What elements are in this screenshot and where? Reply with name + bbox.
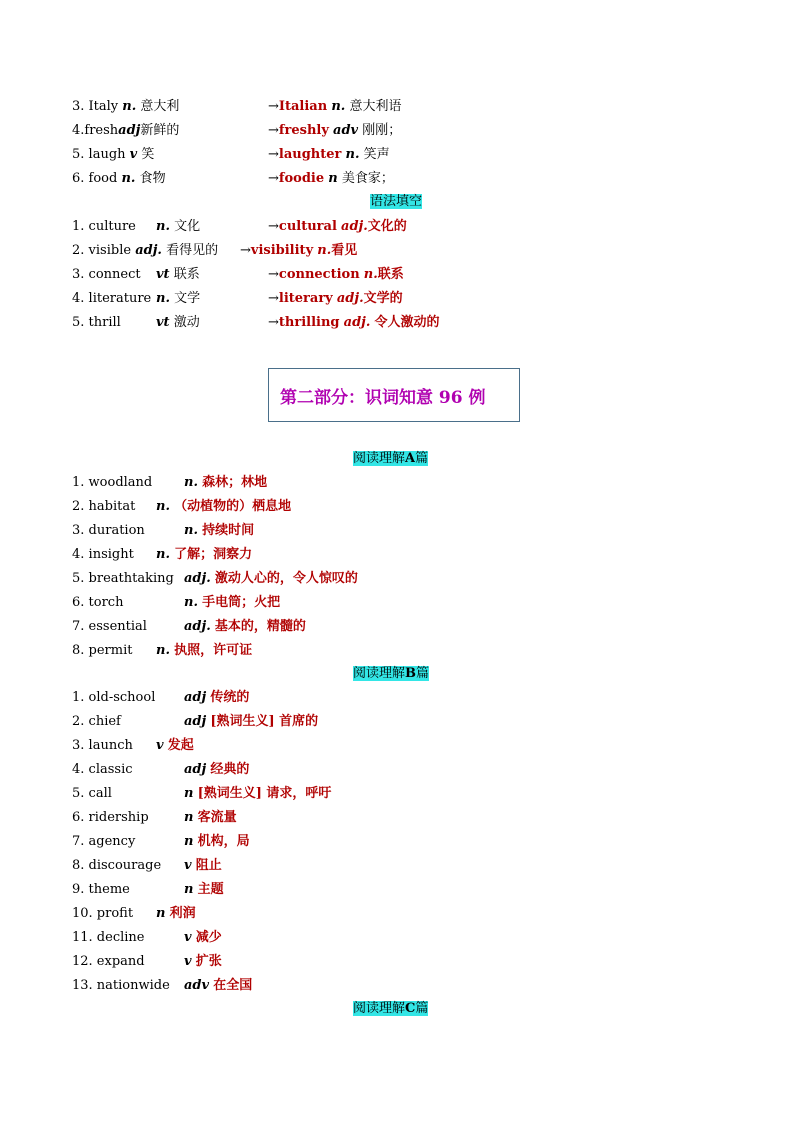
vocab-word: 12. expand (72, 954, 145, 969)
vocab-def: v 发起 (156, 738, 194, 753)
vocab-word: 8. permit (72, 643, 133, 658)
vocab-def: adj [熟词生义] 首席的 (184, 714, 319, 729)
vocab-word: 3. duration (72, 523, 145, 538)
derived-form: →visibility n.看见 (240, 243, 358, 258)
section-header-reading-a: 阅读理解A篇 (353, 451, 429, 466)
part-two-title: 第二部分：识词知意 96 例 (268, 368, 520, 422)
vocab-word: 7. agency (72, 834, 136, 849)
arrow-icon: → (268, 123, 279, 138)
derived-form: →thrilling adj. 令人激动的 (268, 315, 440, 330)
vocab-word: 7. essential (72, 619, 147, 634)
vocab-word: 13. nationwide (72, 978, 170, 993)
vocab-def: adj 经典的 (184, 762, 250, 777)
derived-form: →laughter n. 笑声 (268, 147, 390, 162)
vocab-word: 4. classic (72, 762, 133, 777)
vocab-word: 3. launch (72, 738, 133, 753)
section-header-reading-c: 阅读理解C篇 (353, 1001, 429, 1016)
arrow-icon: → (268, 315, 279, 330)
vocab-def: v 阻止 (184, 858, 222, 873)
arrow-icon: → (240, 243, 251, 258)
vocab-def: n. 执照，许可证 (156, 643, 253, 658)
section-header-grammar: 语法填空 (370, 194, 423, 209)
arrow-icon: → (268, 171, 279, 186)
arrow-icon: → (268, 147, 279, 162)
vocab-word: 9. theme (72, 882, 130, 897)
vocab-word: 11. decline (72, 930, 145, 945)
derivation-row: 3. Italy n. 意大利 (72, 99, 180, 114)
vocab-word: 6. torch (72, 595, 124, 610)
derivation-pos: vt 联系 (156, 267, 200, 282)
vocab-def: adj 传统的 (184, 690, 250, 705)
vocab-def: n 利润 (156, 906, 196, 921)
derivation-row: 5. thrill (72, 315, 121, 330)
derivation-row: 5. laugh v 笑 (72, 147, 155, 162)
vocab-word: 1. woodland (72, 475, 153, 490)
derived-form: →foodie n 美食家； (268, 171, 394, 186)
vocab-def: n. 了解；洞察力 (156, 547, 253, 562)
vocab-word: 6. ridership (72, 810, 149, 825)
vocab-word: 8. discourage (72, 858, 162, 873)
vocab-word: 2. chief (72, 714, 121, 729)
vocab-def: adj. 激动人心的，令人惊叹的 (184, 571, 358, 586)
vocab-def: n. （动植物的）栖息地 (156, 499, 292, 514)
vocab-def: v 扩张 (184, 954, 222, 969)
derived-form: →Italian n. 意大利语 (268, 99, 402, 114)
derivation-row: 1. culture (72, 219, 136, 234)
vocab-word: 10. profit (72, 906, 134, 921)
vocab-def: adj. 基本的，精髓的 (184, 619, 306, 634)
section-header-reading-b: 阅读理解B篇 (353, 666, 430, 681)
vocab-def: n [熟词生义] 请求，呼吁 (184, 786, 332, 801)
vocab-word: 2. habitat (72, 499, 136, 514)
arrow-icon: → (268, 291, 279, 306)
arrow-icon: → (268, 219, 279, 234)
derivation-row: 4.freshadj新鲜的 (72, 123, 180, 138)
vocab-word: 5. call (72, 786, 112, 801)
vocab-word: 1. old-school (72, 690, 156, 705)
vocab-def: n. 森林；林地 (184, 475, 268, 490)
derivation-pos: vt 激动 (156, 315, 200, 330)
derivation-pos: n. 文学 (156, 291, 201, 306)
derived-form: →freshly adv 刚刚； (268, 123, 402, 138)
vocab-def: n. 持续时间 (184, 523, 255, 538)
vocab-def: v 减少 (184, 930, 222, 945)
derivation-row: 2. visible adj. 看得见的 (72, 243, 219, 258)
vocab-def: n. 手电筒；火把 (184, 595, 281, 610)
vocab-def: n 主题 (184, 882, 224, 897)
vocab-def: adv 在全国 (184, 978, 253, 993)
derived-form: →connection n.联系 (268, 267, 404, 282)
derivation-row: 6. food n. 食物 (72, 171, 166, 186)
vocab-def: n 机构，局 (184, 834, 250, 849)
derived-form: →cultural adj.文化的 (268, 219, 407, 234)
vocab-word: 5. breathtaking (72, 571, 174, 586)
arrow-icon: → (268, 99, 279, 114)
arrow-icon: → (268, 267, 279, 282)
derivation-row: 3. connect (72, 267, 141, 282)
vocab-def: n 客流量 (184, 810, 237, 825)
derived-form: →literary adj.文学的 (268, 291, 403, 306)
vocab-word: 4. insight (72, 547, 134, 562)
derivation-pos: n. 文化 (156, 219, 201, 234)
derivation-row: 4. literature (72, 291, 152, 306)
